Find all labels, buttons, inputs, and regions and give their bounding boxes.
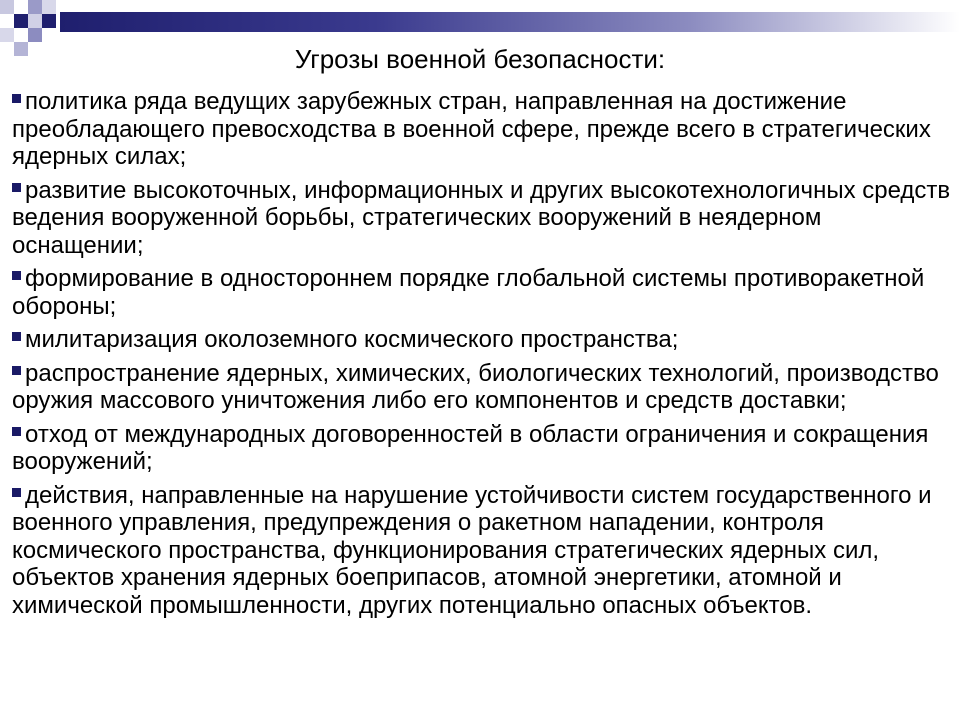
list-item-text: развитие высокоточных, информационных и других высокотехнологичных средств ведения вооруженной борьбы, стратегических вооружений в неядерном оснащении; <box>12 176 951 259</box>
list-item <box>12 265 952 320</box>
square-bullet-icon <box>12 94 21 103</box>
decor-square <box>0 28 14 42</box>
list-item <box>12 326 952 354</box>
decor-square <box>14 14 28 28</box>
decor-square <box>14 0 28 14</box>
list-item <box>12 177 952 260</box>
slide-title: Угрозы военной безопасности: <box>294 44 666 74</box>
header-gradient-band <box>60 12 960 32</box>
square-bullet-icon <box>12 332 21 341</box>
list-item-text: политика ряда ведущих зарубежных стран, направленная на достижение преобладающего превосходства в военной сфере, прежде всего в стратегических ядерных силах; <box>12 88 931 170</box>
threat-list <box>12 88 952 625</box>
decor-square <box>28 14 42 28</box>
square-bullet-icon <box>12 183 21 192</box>
list-item-text: действия, направленные на нарушение устойчивости систем государственного и военного управления, предупреждения о ракетном нападении, контроля космического пространства, функционирования стратегических ядерных сил, объектов хранения ядерных боеприпасов, атомной энергетики, атомной и химической промышленности, других потенциально опасных объектов. <box>12 481 932 619</box>
list-item-text: формирование в одностороннем порядке глобальной системы противоракетной обороны; <box>12 265 925 320</box>
decor-square <box>42 0 56 14</box>
decor-square <box>42 14 56 28</box>
list-item <box>12 482 952 620</box>
list-item <box>12 360 952 415</box>
decor-square <box>28 28 42 42</box>
square-bullet-icon <box>12 271 21 280</box>
list-item-text: отход от международных договоренностей в области ограничения и сокращения вооружений; <box>12 420 929 475</box>
square-bullet-icon <box>12 488 21 497</box>
square-bullet-icon <box>12 366 21 375</box>
square-bullet-icon <box>12 427 21 436</box>
list-item-text: милитаризация околоземного космического пространства; <box>25 326 679 353</box>
list-item <box>12 421 952 476</box>
list-item <box>12 88 952 171</box>
list-item-text: распространение ядерных, химических, биологических технологий, производство оружия массового уничтожения либо его компонентов и средств доставки; <box>12 359 939 414</box>
decor-square <box>0 0 14 14</box>
decor-square <box>28 0 42 14</box>
